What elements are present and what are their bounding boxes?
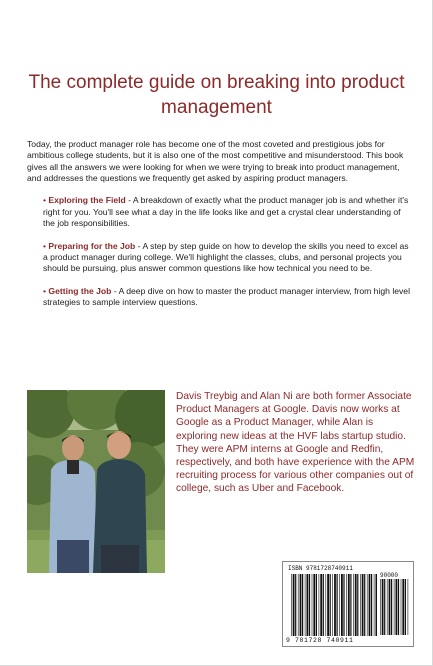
bullet-title: Getting the Job: [48, 285, 112, 296]
author-bio: Davis Treybig and Alan Ni are both former Associate Product Managers at Google. Davis now works at Google as a Product Manager, while Alan is exploring new ideas at the HVF labs startup studio. They were APM interns at Google and Redfin, respectively, and both have experience with the APM recruiting process for various other companies out of college, such as Uber and Facebook.: [176, 391, 415, 495]
addon-barcode-bars: [380, 579, 410, 635]
isbn-barcode: [282, 561, 414, 647]
bullet-text: - A breakdown of exactly what the product manager job is and whether it's right for you. You'll see what a day in the life looks like and get a crystal clear understanding of the job responsibilities.: [43, 195, 409, 229]
intro-paragraph: Today, the product manager role has become one of the most coveted and prestigious jobs for ambitious college students, but it is also one of the most competitive and misunderstood. This book gives all the answers we were looking for when we were trying to break into product management, and addresses the questions we frequently get asked by aspiring product managers.: [27, 139, 404, 183]
bullet-exploring: [27, 195, 411, 229]
bullet-text: - A deep dive on how to master the product manager interview, from high level strategies to sample interview questions.: [43, 285, 410, 308]
bullet-marker: •: [43, 195, 49, 206]
bullet-title: Preparing for the Job: [48, 240, 136, 251]
isbn-label: ISBN 9781728740911: [288, 565, 353, 572]
price-addon: 90000: [380, 572, 399, 579]
bullet-preparing: [27, 241, 411, 275]
bullet-marker: •: [43, 240, 49, 251]
description: [27, 139, 411, 320]
bullet-marker: •: [43, 285, 49, 296]
author-photo: [27, 390, 165, 573]
barcode-bars: [291, 574, 377, 636]
bullet-title: Exploring the Field: [48, 195, 126, 206]
bullet-text: - A step by step guide on how to develop the skills you need to excel as a product manager during college. We'll highlight the classes, clubs, and personal projects you should be pursuing, plus answer common questions like how technical you need to be.: [43, 240, 409, 274]
bullet-getting: [27, 286, 411, 309]
cover-title: The complete guide on breaking into product management: [28, 72, 405, 118]
ean-digits: 9 781728 740911: [286, 637, 354, 644]
author-photo-illustration: [27, 390, 165, 573]
